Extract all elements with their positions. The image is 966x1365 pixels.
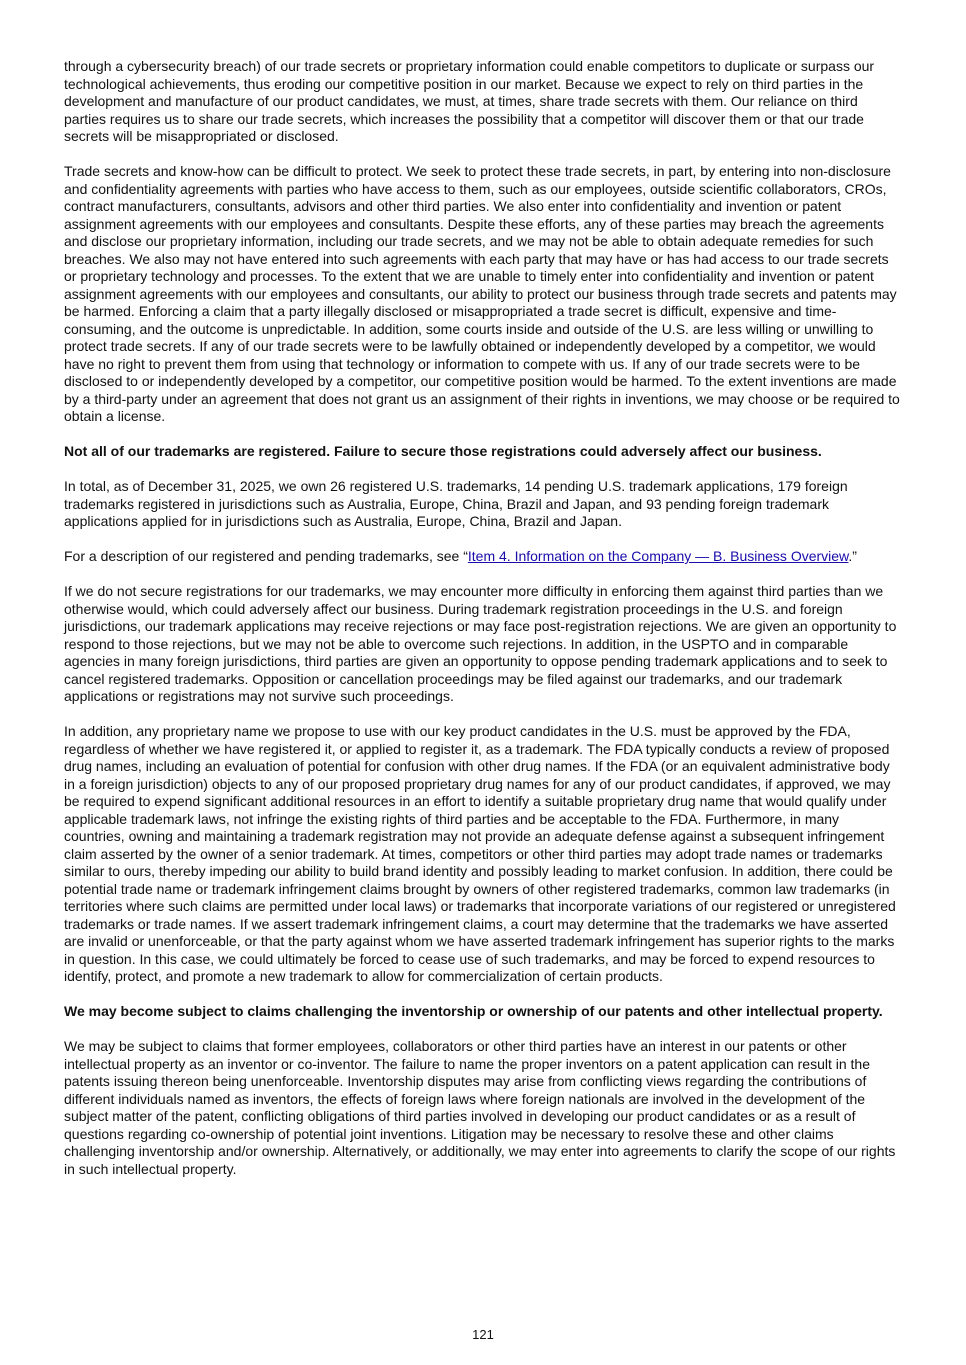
heading-trademarks-registered: Not all of our trademarks are registered. Failure to secure those registrations could adversely affect our business. [64, 443, 822, 459]
paragraph-trade-secret-protection: Trade secrets and know-how can be difficult to protect. We seek to protect these trade secrets, in part, by entering into non-disclosure and confidentiality agreements with parties who have access to them, such as our employees, outside scientific collaborators, CROs, contract manufacturers, consultants, advisors and other third parties. We also enter into confidentiality and invention or patent assignment agreements with our employees and consultants. Despite these efforts, any of these parties may breach the agreements and disclose our proprietary information, including our trade secrets, and we may not be able to obtain adequate remedies for such breaches. We also may not have entered into such agreements with each party that may have or has had access to our trade secrets or proprietary technology and processes. To the extent that we are unable to timely enter into confidentiality and invention or patent assignment agreements with our employees and consultants, our ability to protect our business through trade secrets and patents may be harmed. Enforcing a claim that a party illegally disclosed or misappropriated a trade secret is difficult, expensive and time-consuming, and the outcome is unpredictable. In addition, some courts inside and outside of the U.S. are less willing or unwilling to protect trade secrets. If any of our trade secrets were to be lawfully obtained or independently developed by a competitor, we would have no right to prevent them from using that technology or information to compete with us. If any of our trade secrets were to be disclosed to or independently developed by a competitor, our competitive position would be harmed. To the extent inventions are made by a third-party under an agreement that does not grant us an assignment of their rights in inventions, we may choose or be required to obtain a license. [64, 163, 900, 424]
paragraph-trademark-reference [64, 548, 902, 566]
paragraph-trademark-counts: In total, as of December 31, 2025, we own 26 registered U.S. trademarks, 14 pending U.S. trademark applications, 179 foreign trademarks registered in jurisdictions such as Australia, Europe, China, Brazil and Japan, and 93 pending foreign trademark applications applied for in jurisdictions such as Australia, Europe, China, Brazil and Japan. [64, 478, 848, 529]
paragraph-fda-drug-names: In addition, any proprietary name we propose to use with our key product candidates in the U.S. must be approved by the FDA, regardless of whether we have registered it, or applied to register it, as a trademark. The FDA typically conducts a review of proposed drug names, including an evaluation of potential for confusion with other drug names. If the FDA (or an equivalent administrative body in a foreign jurisdiction) objects to any of our proposed proprietary drug names for any of our product candidates, if approved, we may be required to expend significant additional resources in an effort to identify a suitable proprietary drug name that would qualify under applicable trademark laws, not infringe the existing rights of third parties and be acceptable to the FDA. Furthermore, in many countries, owning and maintaining a trademark registration may not provide an adequate defense against a subsequent infringement claim asserted by the owner of a senior trademark. At times, competitors or other third parties may adopt trade names or trademarks similar to ours, thereby impeding our ability to build brand identity and possibly leading to market confusion. In addition, there could be potential trade name or trademark infringement claims brought by owners of other registered trademarks, common law trademarks (in territories where such claims are permitted under local laws) or trademarks that incorporate variations of our registered or unregistered trademarks or trade names. If we assert trademark infringement claims, a court may determine that the trademarks we have asserted are invalid or unenforceable, or that the party against whom we have asserted trademark infringement has superior rights to the marks in question. In this case, we could ultimately be forced to cease use of such trademarks, and may be forced to expend resources to identify, protect, and promote a new trademark to allow for commercialization of certain products. [64, 723, 896, 984]
reference-prefix: For a description of our registered and pending trademarks, see “ [64, 548, 468, 564]
paragraph-trade-secret-exposure: through a cybersecurity breach) of our trade secrets or proprietary information could enable competitors to duplicate or surpass our technological achievements, thus eroding our competitive position in our market. Because we expect to rely on third parties in the development and manufacture of our product candidates, we must, at times, share trade secrets with them. Our reliance on third parties requires us to share our trade secrets, which increases the possibility that a competitor will discover them or that our trade secrets will be misappropriated or disclosed. [64, 58, 875, 144]
reference-suffix: .” [848, 548, 857, 564]
paragraph-inventorship-disputes: We may be subject to claims that former employees, collaborators or other third parties have an interest in our patents or other intellectual property as an inventor or co-inventor. The failure to name the proper inventors on a patent application can result in the patents issuing thereon being unenforceable. Inventorship disputes may arise from conflicting views regarding the contributions of different individuals named as inventors, the effects of foreign laws where foreign nationals are involved in the development of the subject matter of the patent, conflicting obligations of third parties involved in developing our product candidates or as a result of questions regarding co-ownership of potential joint inventions. Litigation may be necessary to resolve these and other claims challenging inventorship and/or ownership. Alternatively, or additionally, we may enter into agreements to clarify the scope of our rights in such intellectual property. [64, 1038, 896, 1177]
document-body [64, 58, 902, 1196]
paragraph-trademark-registration-risk: If we do not secure registrations for our trademarks, we may encounter more difficulty in enforcing them against third parties than we otherwise would, which could adversely affect our business. During trademark registration proceedings in the U.S. and foreign jurisdictions, our trademark applications may receive rejections or may face post-registration rejections. We are given an opportunity to respond to those rejections, but we may not be able to overcome such rejections. In addition, in the USPTO and in comparable agencies in many foreign jurisdictions, third parties are given an opportunity to oppose pending trademark applications and to seek to cancel registered trademarks. Opposition or cancellation proceedings may be filed against our trademarks, and our trademark applications or registrations may not survive such proceedings. [64, 583, 897, 704]
page-number: 121 [472, 1327, 494, 1342]
business-overview-link[interactable]: Item 4. Information on the Company — B. Business Overview [467, 548, 849, 564]
heading-inventorship-claims: We may become subject to claims challenging the inventorship or ownership of our patents and other intellectual property. [64, 1003, 883, 1019]
